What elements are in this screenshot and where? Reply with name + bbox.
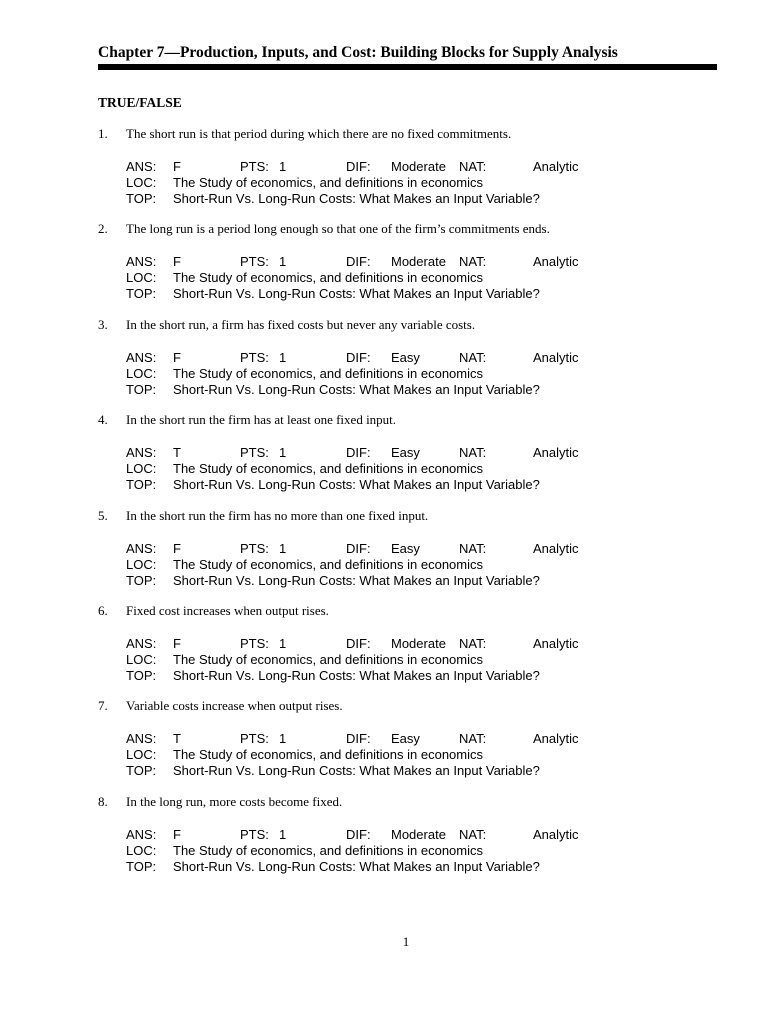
- dif-value: Easy: [391, 349, 420, 365]
- question-number: 2.: [98, 221, 108, 237]
- question-text: In the short run the firm has at least one fixed input.: [126, 412, 397, 428]
- ans-label: ANS:: [126, 254, 157, 270]
- loc-value: The Study of economics, and definitions in economics: [173, 842, 484, 858]
- question-number: 8.: [98, 793, 108, 809]
- chapter-title: Chapter 7—Production, Inputs, and Cost: Building Blocks for Supply Analysis: [98, 44, 618, 61]
- top-label: TOP:: [126, 858, 157, 874]
- ans-label: ANS:: [126, 349, 157, 365]
- loc-label: LOC:: [126, 747, 157, 763]
- ans-value: T: [173, 731, 181, 747]
- ans-label: ANS:: [126, 159, 157, 174]
- nat-label: NAT:: [459, 349, 487, 365]
- dif-value: Easy: [391, 540, 420, 556]
- loc-label: LOC:: [126, 270, 157, 286]
- ans-label: ANS:: [126, 445, 157, 461]
- top-value: Short-Run Vs. Long-Run Costs: What Makes an Input Variable?: [173, 572, 540, 588]
- pts-label: PTS:: [240, 159, 269, 174]
- loc-label: LOC:: [126, 461, 157, 477]
- nat-label: NAT:: [459, 540, 487, 556]
- top-value: Short-Run Vs. Long-Run Costs: What Makes an Input Variable?: [173, 477, 540, 493]
- ans-value: F: [173, 826, 181, 842]
- top-label: TOP:: [126, 572, 157, 588]
- nat-value: Analytic: [533, 540, 579, 556]
- question-number: 5.: [98, 507, 108, 523]
- question-item: [0, 221, 768, 316]
- dif-value: Moderate: [391, 635, 446, 651]
- pts-value: 1: [279, 826, 287, 842]
- nat-value: Analytic: [533, 731, 579, 747]
- pts-label: PTS:: [240, 540, 269, 556]
- loc-value: The Study of economics, and definitions in economics: [173, 556, 484, 572]
- question-number: 4.: [98, 412, 108, 428]
- pts-value: 1: [279, 254, 287, 270]
- pts-value: 1: [279, 349, 287, 365]
- pts-value: 1: [279, 540, 287, 556]
- page-number: 1: [402, 934, 410, 949]
- pts-label: PTS:: [240, 445, 269, 461]
- nat-value: Analytic: [533, 635, 579, 651]
- loc-label: LOC:: [126, 175, 157, 190]
- question-number: 7.: [98, 698, 108, 714]
- question-item: [0, 603, 768, 698]
- nat-label: NAT:: [459, 445, 487, 461]
- section-heading: TRUE/FALSE: [98, 95, 182, 110]
- pts-value: 1: [279, 159, 287, 174]
- top-label: TOP:: [126, 763, 157, 779]
- pts-value: 1: [279, 445, 287, 461]
- ans-value: F: [173, 635, 181, 651]
- ans-value: F: [173, 159, 181, 174]
- question-item: [0, 412, 768, 507]
- pts-label: PTS:: [240, 731, 269, 747]
- question-number: 3.: [98, 316, 108, 332]
- top-label: TOP:: [126, 667, 157, 683]
- dif-value: Easy: [391, 445, 420, 461]
- pts-value: 1: [279, 635, 287, 651]
- nat-label: NAT:: [459, 826, 487, 842]
- dif-label: DIF:: [346, 159, 371, 174]
- nat-value: Analytic: [533, 349, 579, 365]
- top-value: Short-Run Vs. Long-Run Costs: What Makes an Input Variable?: [173, 858, 540, 874]
- top-label: TOP:: [126, 477, 157, 493]
- question-text: In the long run, more costs become fixed.: [126, 793, 343, 809]
- nat-label: NAT:: [459, 254, 487, 270]
- question-item: [0, 698, 768, 793]
- top-value: Short-Run Vs. Long-Run Costs: What Makes an Input Variable?: [173, 667, 540, 683]
- question-text: The long run is a period long enough so that one of the firm’s commitments ends.: [126, 221, 550, 237]
- question-list: [0, 126, 768, 889]
- loc-value: The Study of economics, and definitions in economics: [173, 747, 484, 763]
- question-text: Variable costs increase when output rises.: [126, 698, 343, 714]
- question-number: 6.: [98, 602, 108, 618]
- nat-value: Analytic: [533, 445, 579, 461]
- pts-label: PTS:: [240, 826, 269, 842]
- dif-label: DIF:: [346, 731, 371, 747]
- dif-label: DIF:: [346, 445, 371, 461]
- dif-value: Moderate: [391, 254, 446, 270]
- top-value: Short-Run Vs. Long-Run Costs: What Makes an Input Variable?: [173, 381, 540, 397]
- question-number: 1.: [98, 126, 108, 141]
- loc-label: LOC:: [126, 556, 157, 572]
- loc-value: The Study of economics, and definitions in economics: [173, 365, 484, 381]
- dif-label: DIF:: [346, 826, 371, 842]
- question-text: Fixed cost increases when output rises.: [126, 602, 329, 618]
- dif-label: DIF:: [346, 349, 371, 365]
- ans-label: ANS:: [126, 826, 157, 842]
- top-label: TOP:: [126, 286, 157, 302]
- dif-label: DIF:: [346, 254, 371, 270]
- question-text: The short run is that period during which there are no fixed commitments.: [126, 126, 512, 141]
- question-item: [0, 126, 768, 221]
- ans-value: T: [173, 445, 181, 461]
- top-value: Short-Run Vs. Long-Run Costs: What Makes an Input Variable?: [173, 286, 540, 302]
- loc-value: The Study of economics, and definitions in economics: [173, 461, 484, 477]
- question-item: [0, 794, 768, 889]
- question-text: In the short run, a firm has fixed costs but never any variable costs.: [126, 316, 476, 332]
- top-value: Short-Run Vs. Long-Run Costs: What Makes an Input Variable?: [173, 763, 540, 779]
- question-text: In the short run the firm has no more than one fixed input.: [126, 507, 429, 523]
- loc-label: LOC:: [126, 365, 157, 381]
- ans-value: F: [173, 540, 181, 556]
- ans-label: ANS:: [126, 635, 157, 651]
- dif-label: DIF:: [346, 540, 371, 556]
- top-label: TOP:: [126, 191, 157, 206]
- title-rule: [98, 64, 717, 70]
- ans-value: F: [173, 254, 181, 270]
- nat-value: Analytic: [533, 159, 579, 174]
- pts-label: PTS:: [240, 254, 269, 270]
- dif-value: Moderate: [391, 159, 446, 174]
- loc-value: The Study of economics, and definitions in economics: [173, 651, 484, 667]
- ans-value: F: [173, 349, 181, 365]
- top-label: TOP:: [126, 381, 157, 397]
- dif-value: Easy: [391, 731, 420, 747]
- pts-label: PTS:: [240, 635, 269, 651]
- pts-value: 1: [279, 731, 287, 747]
- nat-value: Analytic: [533, 254, 579, 270]
- pts-label: PTS:: [240, 349, 269, 365]
- dif-label: DIF:: [346, 635, 371, 651]
- nat-label: NAT:: [459, 159, 487, 174]
- nat-label: NAT:: [459, 635, 487, 651]
- top-value: Short-Run Vs. Long-Run Costs: What Makes an Input Variable?: [173, 191, 540, 206]
- question-item: [0, 508, 768, 603]
- loc-value: The Study of economics, and definitions in economics: [173, 175, 484, 190]
- loc-value: The Study of economics, and definitions in economics: [173, 270, 484, 286]
- loc-label: LOC:: [126, 842, 157, 858]
- question-item: [0, 317, 768, 412]
- dif-value: Moderate: [391, 826, 446, 842]
- nat-value: Analytic: [533, 826, 579, 842]
- nat-label: NAT:: [459, 731, 487, 747]
- loc-label: LOC:: [126, 651, 157, 667]
- ans-label: ANS:: [126, 540, 157, 556]
- ans-label: ANS:: [126, 731, 157, 747]
